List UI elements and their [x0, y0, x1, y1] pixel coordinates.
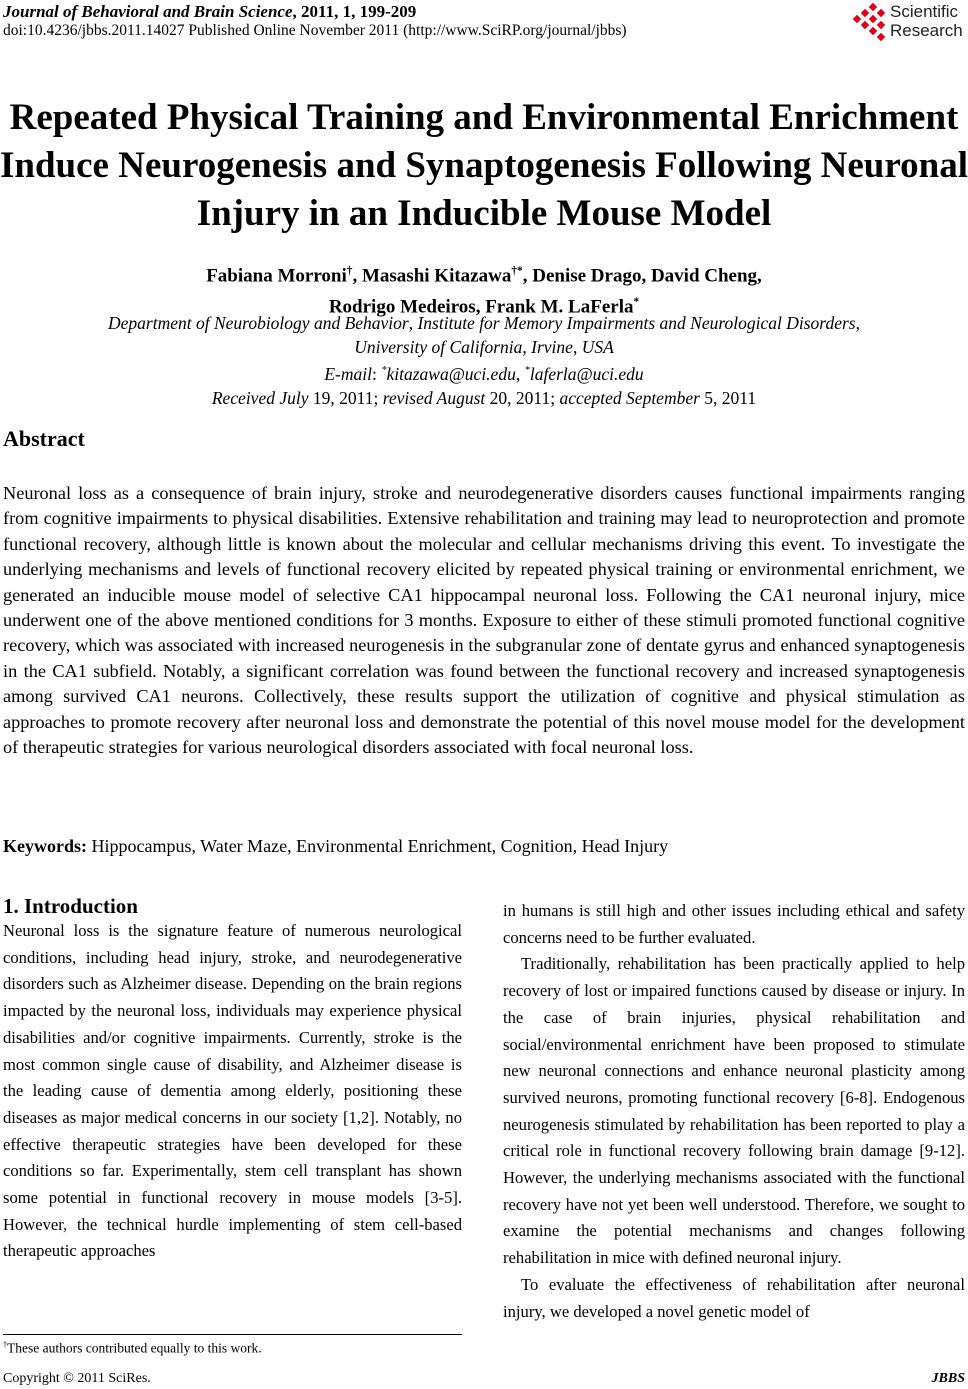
paragraph: Traditionally, rehabilitation has been practically applied to help recovery of lost or impaired functions caused by disease or injury. In the case of brain injuries, physical rehabilitation and social/environmental enrichment have been proposed to stimulate new neuronal connections and enhance neuronal plasticity among survived neurons, promoting functional recovery [6-8]. Endogenous neurogenesis stimulated by rehabilitation has been reported to play a critical role in functional recovery following brain damage [9-12]. However, the underlying mechanisms associated with the functional recovery have not yet been well understood. Therefore, we sought to examine the potential mechanisms and changes following rehabilitation in mice with defined neuronal injury.	[503, 954, 965, 1268]
keywords: Keywords: Hippocampus, Water Maze, Environmental Enrichment, Cognition, Head Injury	[3, 836, 669, 856]
footnote: †These authors contributed equally to this work.	[3, 1340, 262, 1356]
dates-line: Received July 19, 2011; revised August 20, 2011; accepted September 5, 2011	[211, 387, 757, 408]
publisher-logo	[850, 2, 968, 44]
journal-citation	[3, 2, 416, 22]
affiliation: Department of Neurobiology and Behavior, Institute for Memory Impairments and Neurological Disorders, University of California, Irvine, USA E-mail: *kitazawa@uci.edu, *laferla@uci.edu Received July 19, 2011; revised August 20, 2011; accepted September 5, 2011	[108, 313, 860, 408]
journal-name: Journal of Behavioral and Brain Science	[3, 2, 293, 21]
citation: , 2011, 1, 199-209	[292, 2, 417, 21]
logo-text: Scientific Research	[890, 2, 963, 40]
email-link-1[interactable]: kitazawa@uci.edu	[386, 363, 516, 384]
left-column	[3, 918, 462, 1265]
author-list: Fabiana Morroni†, Masashi Kitazawa†*, Denise Drago, David Cheng, Rodrigo Medeiros, Frank M. LaFerla*	[206, 265, 762, 318]
doi-line: doi:10.4236/jbbs.2011.14027 Published Online November 2011 (http://www.SciRP.org/journal/jbbs)	[3, 22, 627, 39]
right-column	[503, 898, 965, 1325]
paper-title: Repeated Physical Training and Environmental Enrichment Induce Neurogenesis and Synaptogenesis Following Neuronal Injury in an Inducible Mouse Model	[0, 97, 968, 234]
email-link-2[interactable]: laferla@uci.edu	[529, 363, 644, 384]
paragraph: To evaluate the effectiveness of rehabilitation after neuronal injury, we developed a novel genetic model of	[503, 1274, 965, 1321]
footnote-divider	[3, 1334, 462, 1335]
section-heading-introduction: 1. Introduction	[3, 894, 138, 918]
paragraph: Neuronal loss is the signature feature of numerous neurological conditions, including head injury, stroke, and neurodegenerative disorders such as Alzheimer disease. Depending on the brain regions impacted by the neuronal loss, individuals may experience physical disabilities and/or cognitive impairments. Currently, stroke is the most common single cause of disability, and Alzheimer disease is the leading cause of dementia among elderly, positioning these diseases as major medical concerns in our society [1,2]. Notably, no effective therapeutic strategies have been developed for these conditions so far. Experimentally, stem cell transplant has shown some potential in functional recovery in mouse models [3-5]. However, the technical hurdle implementing of stem cell-based therapeutic approaches	[3, 921, 462, 1261]
logo-diamonds-icon	[850, 2, 890, 44]
journal-abbreviation: JBBS	[931, 1371, 965, 1386]
copyright: Copyright © 2011 SciRes.	[3, 1371, 151, 1386]
paragraph: in humans is still high and other issues including ethical and safety concerns need to be further evaluated.	[503, 901, 965, 947]
abstract-text: Neuronal loss as a consequence of brain injury, stroke and neurodegenerative disorders causes functional impairments ranging from cognitive impairments to physical disabilities. Extensive rehabilitation and training may lead to neuroprotection and promote functional recovery, although little is known about the molecular and cellular mechanisms driving this event. To investigate the underlying mechanisms and levels of functional recovery elicited by repeated physical training or environmental enrichment, we generated an inducible mouse model of selective CA1 hippocampal neuronal loss. Following the CA1 neuronal injury, mice underwent one of the above mentioned conditions for 3 months. Exposure to either of these stimuli promoted functional cognitive recovery, which was associated with increased neurogenesis in the subgranular zone of dentate gyrus and enhanced synaptogenesis in the CA1 subfield. Notably, a significant correlation was found between the functional recovery and increased synaptogenesis among survived CA1 neurons. Collectively, these results support the utilization of cognitive and physical stimulation as approaches to promote recovery after neuronal loss and demonstrate the potential of this novel mouse model for the development of therapeutic strategies for various neurological disorders associated with focal neuronal loss.	[3, 483, 965, 758]
abstract-heading: Abstract	[3, 426, 85, 451]
email-line: E-mail: *kitazawa@uci.edu, *laferla@uci.edu	[324, 363, 644, 384]
